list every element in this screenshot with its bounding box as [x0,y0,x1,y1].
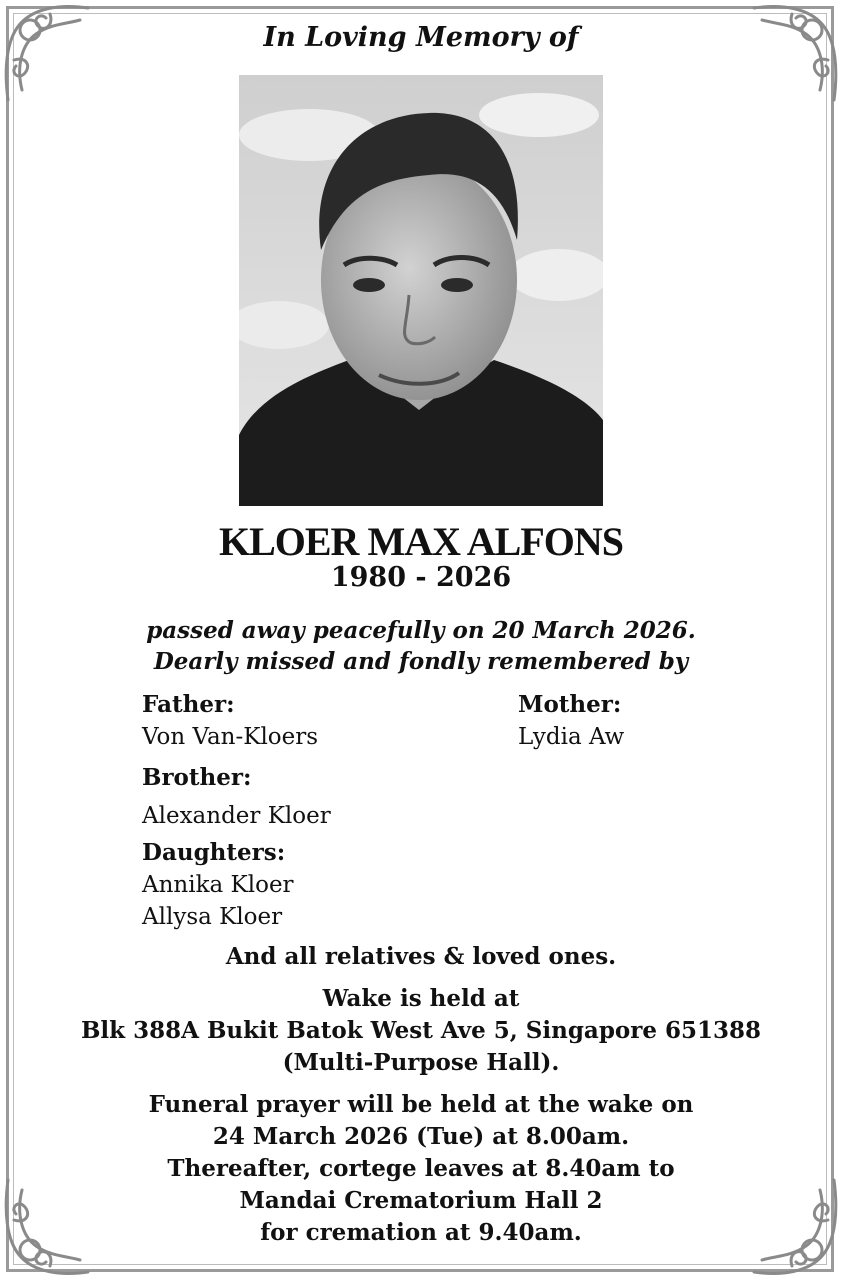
family-member-name: Alexander Kloer [142,803,331,829]
portrait-photo [239,75,603,506]
mother-block [518,689,624,753]
funeral-line: for cremation at 9.40am. [260,1219,582,1246]
wake-line: (Multi-Purpose Hall). [282,1049,560,1076]
wake-details [0,983,842,1079]
funeral-line: Funeral prayer will be held at the wake on [148,1091,694,1118]
wake-line: Blk 388A Bukit Batok West Ave 5, Singapore 651388 [80,1017,762,1044]
relation-label: Daughters: [142,839,286,866]
brother-block [142,759,331,835]
deceased-name: KLOER MAX ALFONS [218,519,624,564]
family-member-name: Lydia Aw [518,724,625,750]
ornament-corner-icon [750,0,842,110]
passed-line: Dearly missed and fondly remembered by [153,648,689,675]
family-member-name: Von Van-Kloers [142,724,319,750]
funeral-line: Thereafter, cortege leaves at 8.40am to [167,1155,675,1182]
funeral-details [0,1089,842,1249]
memorial-heading: In Loving Memory of [263,22,579,53]
passed-line: passed away peacefully on 20 March 2026. [146,617,696,644]
passed-away-text [0,615,842,677]
funeral-line: 24 March 2026 (Tue) at 8.00am. [212,1123,630,1150]
ornament-corner-icon [0,0,92,110]
life-years: 1980 - 2026 [330,562,512,593]
father-block [142,689,318,753]
family-member-name: Allysa Kloer [142,904,283,930]
relation-label: Mother: [518,691,622,718]
relation-label: Father: [142,691,235,718]
relatives-line: And all relatives & loved ones. [225,943,617,970]
relation-label: Brother: [142,764,252,791]
wake-line: Wake is held at [322,985,520,1012]
daughters-block [142,837,294,933]
portrait-photo-icon [239,75,603,506]
family-member-name: Annika Kloer [142,872,294,898]
funeral-line: Mandai Crematorium Hall 2 [239,1187,603,1214]
